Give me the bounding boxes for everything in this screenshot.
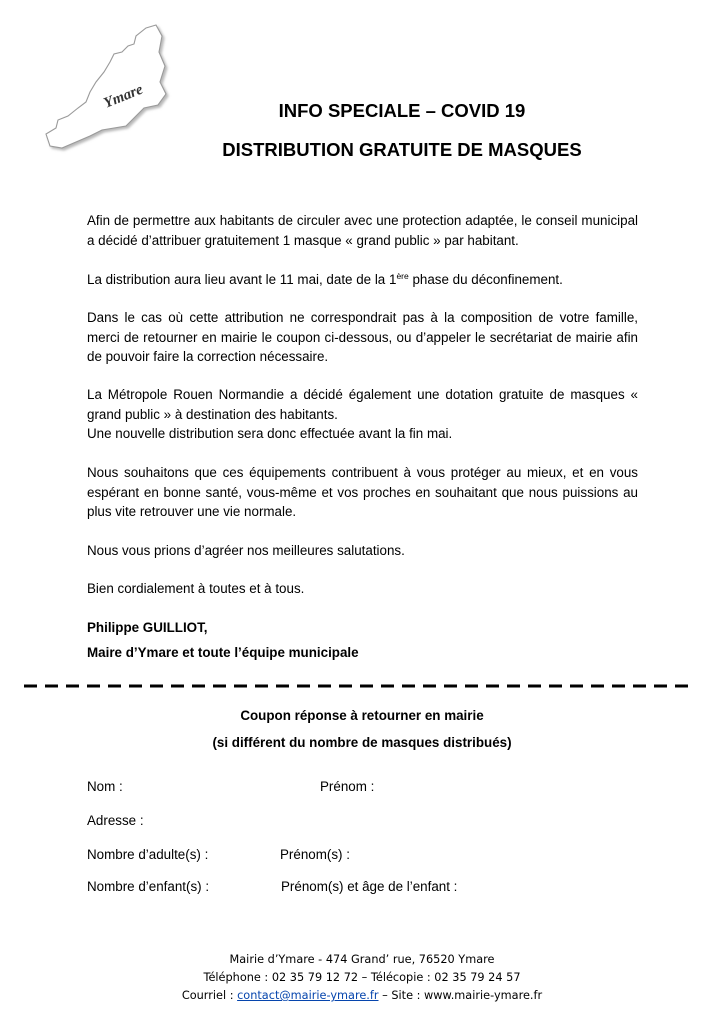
paragraph-salutations: Nous vous prions d’agréer nos meilleures salutations. [87,543,405,558]
cut-line-divider [24,683,692,689]
distribution-text-end: phase du déconfinement. [408,272,563,287]
field-prenoms-enfants-label: Prénom(s) et âge de l’enfant : [281,879,458,894]
field-enfants-label: Nombre d’enfant(s) : [87,879,210,894]
logo-text: Ymare [101,81,146,112]
signature-role: Maire d’Ymare et toute l’équipe municipale [87,645,359,660]
coupon-title: Coupon réponse à retourner en mairie [240,708,484,723]
signature-name: Philippe GUILLIOT, [87,620,208,635]
paragraph-correction: Dans le cas où cette attribution ne correspondrait pas à la composition de votre famille, merci de retourner en mairie le coupon ci-dessous, ou d’appeler le secrétariat de mairie afin de pouvoir faire la correction nécessaire. [87,310,638,364]
footer-contact [0,989,724,1002]
footer-site: – Site : www.mairie-ymare.fr [378,989,543,1002]
paragraph-cordialement: Bien cordialement à toutes et à tous. [87,581,305,596]
footer-email-label: Courriel : [181,989,238,1002]
paragraph-distribution-date [87,270,638,290]
field-prenoms-adultes-label: Prénom(s) : [280,847,350,862]
field-nom-label: Nom : [87,779,123,794]
paragraph-wishes: Nous souhaitons que ces équipements contribuent à vous protéger au mieux, et en vous espérant en bonne santé, vous-même et vos proches en souhaitant que nous puissions au plus vite retrouver une vie normale. [87,465,638,519]
paragraph-intro: Afin de permettre aux habitants de circuler avec une protection adaptée, le conseil municipal a décidé d’attribuer gratuitement 1 masque « grand public » par habitant. [87,213,638,248]
footer-address: Mairie d’Ymare - 474 Grand’ rue, 76520 Ymare [229,953,495,966]
paragraph-metropole [87,385,638,444]
ordinal-superscript: ère [396,271,409,281]
coupon-subtitle: (si différent du nombre de masques distribués) [212,735,512,750]
footer-phone: Téléphone : 02 35 79 12 72 – Télécopie : 02 35 79 24 57 [203,971,521,984]
field-adresse-label: Adresse : [87,813,144,828]
page-title: INFO SPECIALE – COVID 19 [278,100,526,121]
footer-email-link[interactable]: contact@mairie-ymare.fr [237,989,379,1002]
new-distribution-text: Une nouvelle distribution sera donc effectuée avant la fin mai. [87,426,453,441]
field-adultes-label: Nombre d’adulte(s) : [87,847,209,862]
metropole-dotation-text: La Métropole Rouen Normandie a décidé également une dotation gratuite de masques « grand public » à destination des habitants. [87,387,638,422]
page-subtitle: DISTRIBUTION GRATUITE DE MASQUES [222,139,582,160]
distribution-text-start: La distribution aura lieu avant le 11 mai, date de la 1 [87,272,397,287]
field-prenom-label: Prénom : [320,779,375,794]
